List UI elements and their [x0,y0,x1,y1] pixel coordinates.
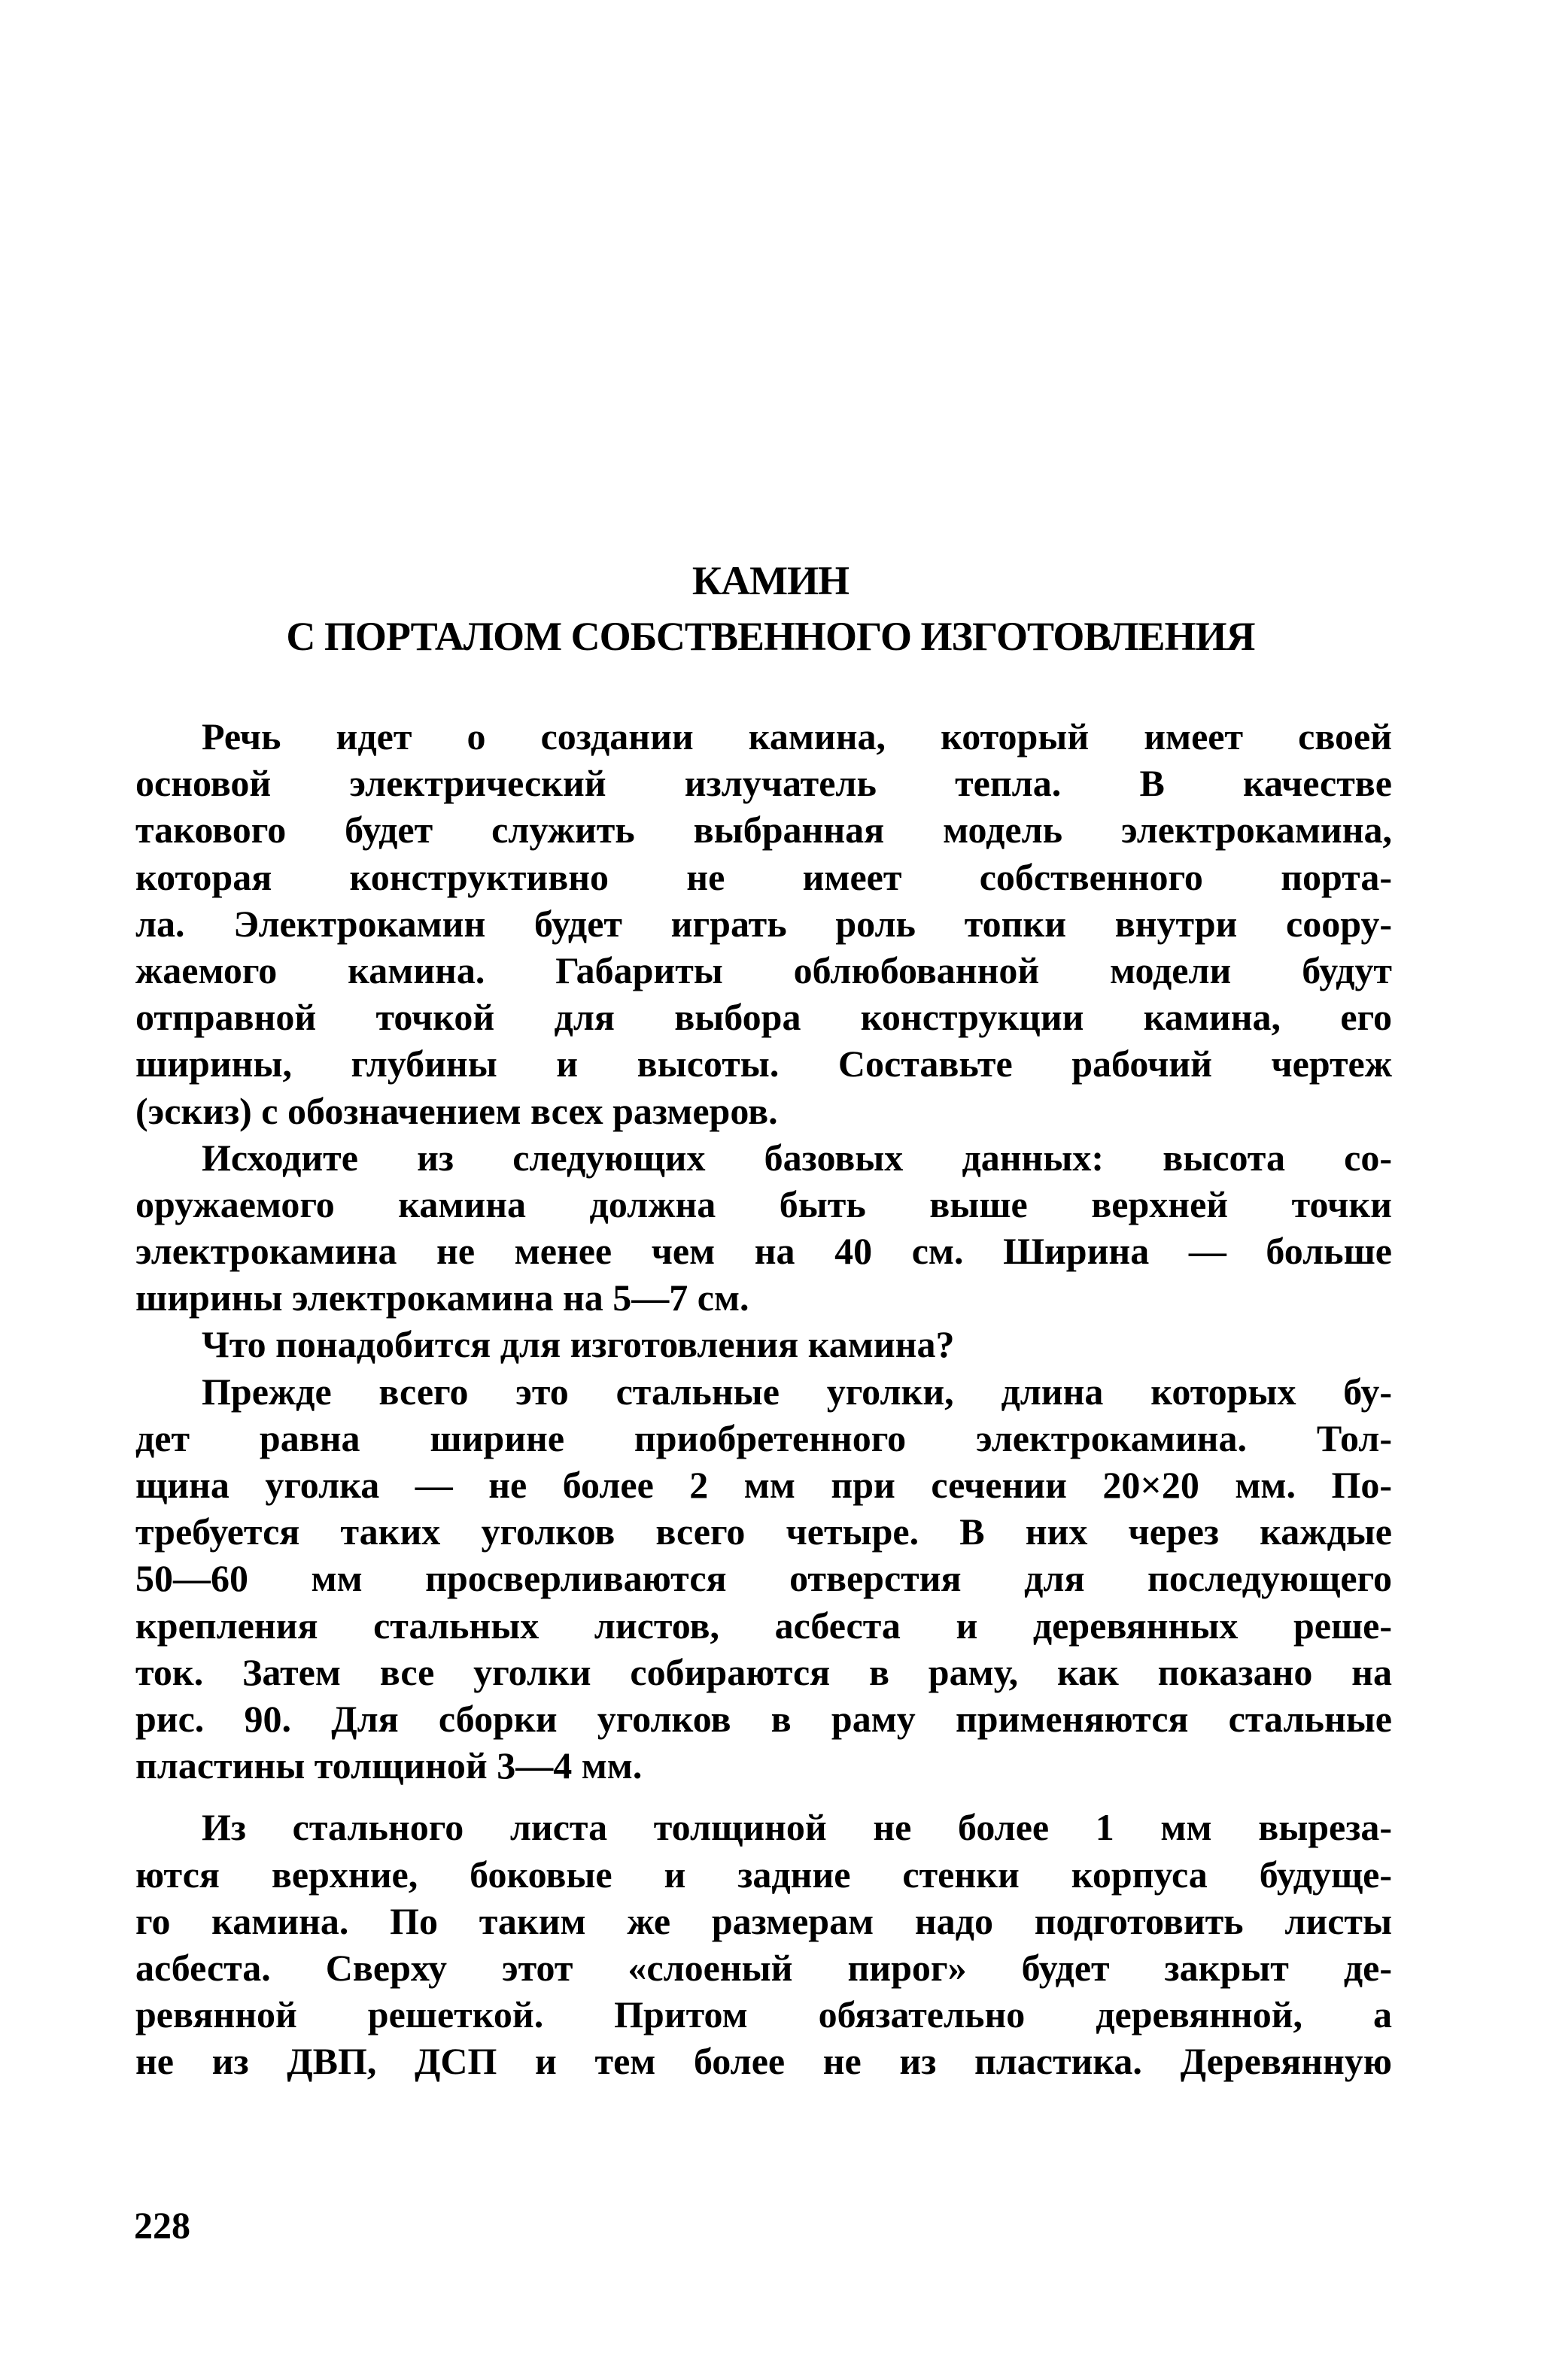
text-line: ла. Электрокамин будет играть роль топки внутри соору- [135,902,1392,945]
chapter-subtitle: С ПОРТАЛОМ СОБСТВЕННОГО ИЗГОТОВЛЕНИЯ [286,614,1255,659]
paragraph-3 [135,1321,1392,1368]
text-line: требуется таких уголков всего четыре. В них через каждые [135,1510,1392,1553]
text-line: Что понадобится для изготовления камина? [202,1323,955,1366]
text-line: пластины толщиной 3—4 мм. [135,1744,643,1787]
chapter-title: КАМИН [691,558,850,603]
text-line: ревянной решеткой. Притом обязательно деревянной, а [135,1993,1392,2036]
text-line: ток. Затем все уголки собираются в раму, как показано на [135,1650,1392,1693]
text-line: не из ДВП, ДСП и тем более не из пластика. Деревянную [135,2040,1392,2083]
text-line: крепления стальных листов, асбеста и деревянных реше- [135,1604,1392,1647]
text-line: ширины электрокамина на 5—7 см. [135,1277,749,1319]
text-line: Из стального листа толщиной не более 1 мм выреза- [202,1806,1392,1849]
text-line: щина уголка — не более 2 мм при сечении 20×20 мм. По- [135,1464,1392,1506]
text-line: Речь идет о создании камина, который имеет своей [202,715,1392,757]
text-line: го камина. По таким же размерам надо подготовить листы [135,1899,1392,1942]
text-line: ются верхние, боковые и задние стенки корпуса будуще- [135,1853,1392,1896]
text-line: ширины, глубины и высоты. Составьте рабочий чертеж [135,1043,1392,1085]
text-line: асбеста. Сверху этот «слоеный пирог» будет закрыт де- [135,1946,1392,1989]
paragraph-gap [135,1789,1392,1804]
text-line: (эскиз) с обозначением всех размеров. [135,1089,778,1132]
paragraph-2 [135,1134,1392,1322]
paragraph-4 [135,1368,1392,1790]
text-line: рис. 90. Для сборки уголков в раму применяются стальные [135,1697,1392,1740]
paragraph-5 [135,1804,1392,2084]
text-line: которая конструктивно не имеет собственного порта- [135,855,1392,898]
text-line: жаемого камина. Габариты облюбованной модели будут [135,949,1392,991]
paragraph-1 [135,713,1392,1134]
text-line: основой электрический излучатель тепла. В качестве [135,762,1392,805]
text-line: электрокамина не менее чем на 40 см. Ширина — больше [135,1230,1392,1273]
page-number: 228 [134,2204,190,2246]
text-line: Прежде всего это стальные уголки, длина которых бу- [202,1370,1392,1413]
body-text [135,713,1392,2084]
text-line: такового будет служить выбранная модель электрокамина, [135,809,1392,852]
text-line: оружаемого камина должна быть выше верхней точки [135,1182,1392,1225]
text-line: отправной точкой для выбора конструкции камина, его [135,996,1392,1039]
text-line: 50—60 мм просверливаются отверстия для последующего [135,1557,1392,1600]
text-line: дет равна ширине приобретенного электрокамина. Тол- [135,1416,1392,1459]
text-line: Исходите из следующих базовых данных: высота со- [202,1136,1392,1179]
